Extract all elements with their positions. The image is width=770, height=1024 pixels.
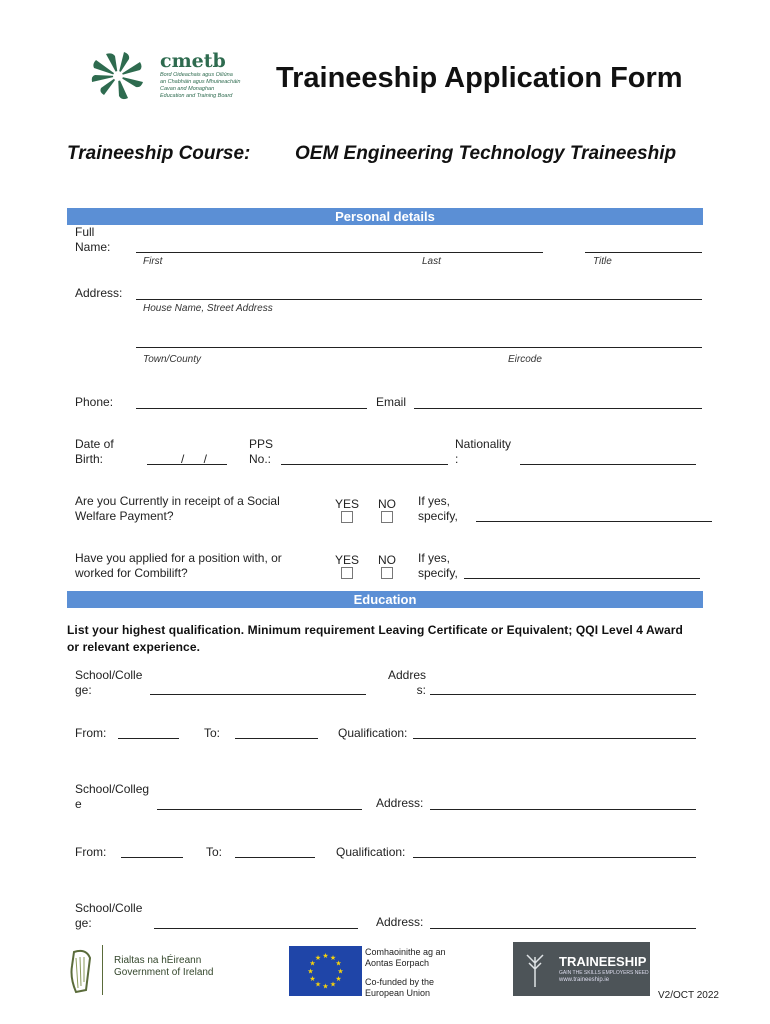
qualification-2-field[interactable] [413,857,696,858]
house-caption: House Name, Street Address [143,303,273,314]
traineeship-tree-icon [519,949,551,989]
nationality-label: Nationality : [455,437,512,466]
address-3-label: Address: [376,915,424,929]
pps-label: PPS No.: [249,437,274,466]
school-3-label: School/College: [75,901,143,930]
personal-details-band: Personal details [67,208,703,225]
pps-field[interactable] [281,464,448,465]
full-name-label: Full Name: [75,225,111,254]
combilift-question: Have you applied for a position with, or worked for Combilift? [75,551,282,580]
eu-text-2: Aontas Eorpach [365,958,430,968]
address-label: Address: [75,286,123,300]
address-3-field[interactable] [430,928,696,929]
svg-text:★: ★ [329,954,337,962]
phone-field[interactable] [136,408,367,409]
town-eircode-field[interactable] [136,347,702,348]
course-label: Traineeship Course: [67,143,251,164]
government-logo [66,945,216,997]
welfare-specify-label: If yes, specify, [418,494,458,523]
combilift-yes-label: YES [335,553,360,567]
title-field[interactable] [585,252,702,253]
svg-text:★: ★ [329,980,337,989]
traineeship-tagline: GAIN THE SKILLS EMPLOYERS NEED [559,970,649,976]
traineeship-logo [513,942,650,996]
qualification-1-label: Qualification: [338,726,408,740]
qualification-2-label: Qualification: [336,845,406,859]
first-last-name-field[interactable] [136,252,543,253]
svg-text:★: ★ [322,952,329,960]
cmetb-swirl-icon [88,50,148,102]
dob-label: Date of Birth: [75,437,114,466]
school-1-label: School/College: [75,668,143,697]
traineeship-url: www.traineeship.ie [559,977,610,983]
qualification-1-field[interactable] [413,738,696,739]
email-field[interactable] [414,408,702,409]
gov-name-irish: Rialtas na hÉireann [114,955,202,966]
svg-text:★: ★ [307,967,314,976]
combilift-no-checkbox[interactable] [381,567,393,579]
welfare-no-checkbox[interactable] [381,511,393,523]
combilift-no-label: NO [378,553,396,567]
welfare-question: Are you Currently in receipt of a Social Welfare Payment? [75,494,280,523]
svg-text:★: ★ [309,959,316,968]
from-2-field[interactable] [121,857,183,858]
svg-text:★: ★ [314,980,322,989]
welfare-specify-field[interactable] [476,521,712,522]
eu-flag-icon [289,946,362,996]
combilift-yes-checkbox[interactable] [341,567,353,579]
eu-logo [289,945,459,997]
traineeship-name: TRAINEESHIP [559,954,647,969]
org-sub-1: Bord Oideachais agus Oiliúna [160,72,233,78]
svg-text:★: ★ [335,975,342,983]
welfare-yes-label: YES [335,497,360,511]
page-title: Traineeship Application Form [276,62,683,94]
nationality-field[interactable] [520,464,696,465]
svg-text:★: ★ [322,982,329,991]
cmetb-logo [88,50,253,102]
to-2-label: To: [206,845,223,859]
welfare-no-label: NO [378,497,396,511]
to-1-field[interactable] [235,738,318,739]
gov-name-english: Government of Ireland [114,967,214,978]
svg-text:★: ★ [335,959,342,968]
dob-separators: / / [181,452,208,466]
address-2-field[interactable] [430,809,696,810]
to-1-label: To: [204,726,221,740]
address-2-label: Address: [376,796,424,810]
address-1-field[interactable] [430,694,696,695]
course-value: OEM Engineering Technology Traineeship [295,143,677,164]
svg-text:★: ★ [314,954,322,962]
email-label: Email [376,395,407,409]
education-instruction: List your highest qualification. Minimum requirement Leaving Certificate or Equivalent; QQI Level 4 Award or relevant experience. [67,623,683,654]
to-2-field[interactable] [235,857,315,858]
from-2-label: From: [75,845,107,859]
town-caption: Town/County [143,354,201,365]
org-sub-4: Education and Training Board [160,93,233,99]
welfare-yes-checkbox[interactable] [341,511,353,523]
school-2-label: School/College [75,782,150,811]
eircode-caption: Eircode [508,354,542,365]
org-sub-2: an Chabháin agus Mhuineacháin [160,79,241,85]
svg-text:★: ★ [337,967,344,976]
harp-icon [66,948,96,994]
combilift-specify-label: If yes, specify, [418,551,458,580]
title-caption: Title [593,256,612,267]
from-1-field[interactable] [118,738,179,739]
last-caption: Last [422,256,441,267]
phone-label: Phone: [75,395,114,409]
org-sub-3: Cavan and Monaghan [160,86,215,92]
street-address-field[interactable] [136,299,702,300]
eu-text-4: European Union [365,988,431,998]
school-1-field[interactable] [150,694,366,695]
school-2-field[interactable] [157,809,362,810]
org-name: cmetb [160,50,226,72]
eu-text-1: Comhaoinithe ag an [365,947,446,957]
combilift-specify-field[interactable] [464,578,700,579]
svg-text:★: ★ [309,975,316,983]
school-3-field[interactable] [154,928,358,929]
eu-text-3: Co-funded by the [365,977,435,987]
from-1-label: From: [75,726,107,740]
education-band: Education [67,591,703,608]
version-label: V2/OCT 2022 [658,990,719,1001]
first-caption: First [143,256,163,267]
address-1-label: Address: [387,668,426,697]
